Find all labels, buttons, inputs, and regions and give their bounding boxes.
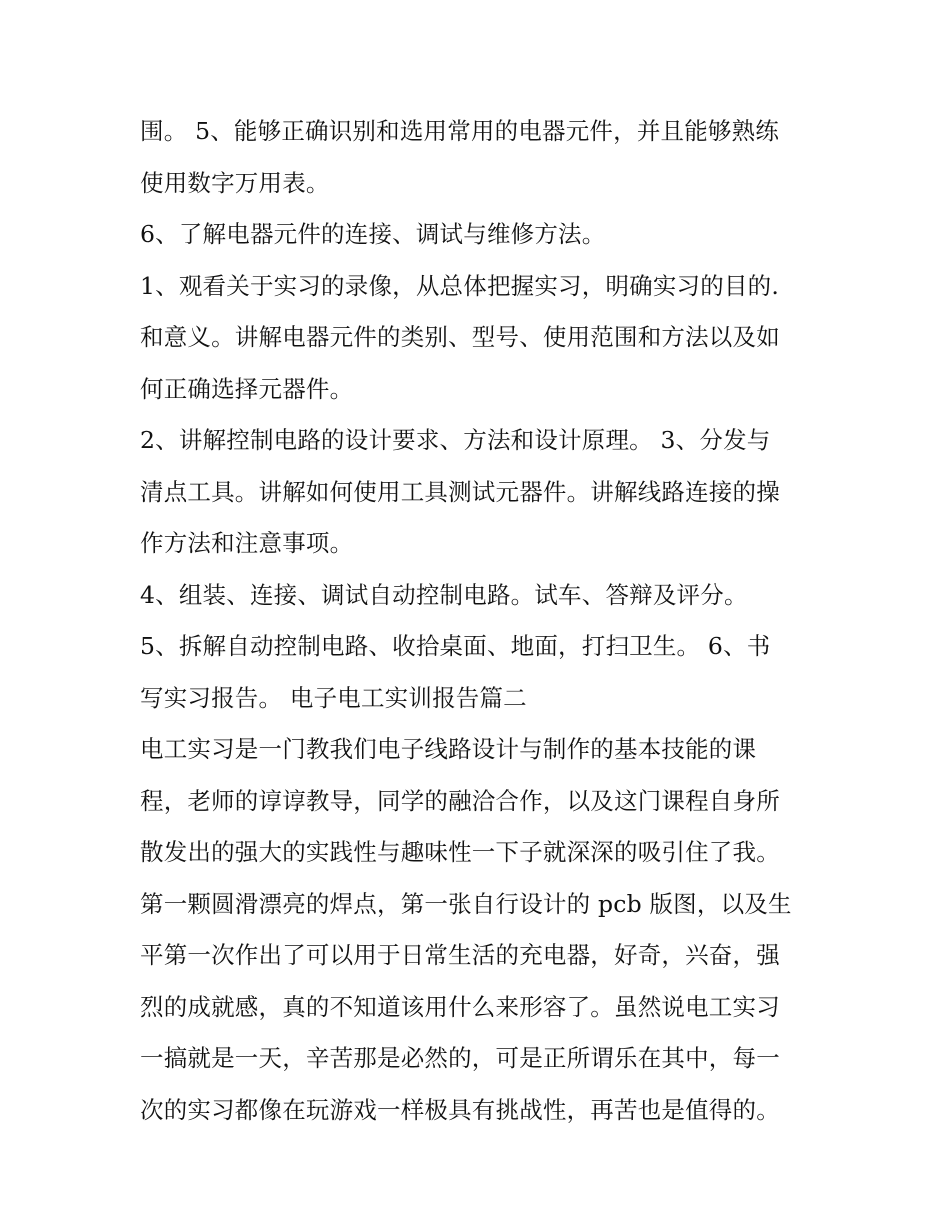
body-text <box>140 106 820 1136</box>
text-line: 次的实习都像在玩游戏一样极具有挑战性，再苦也是值得的。 <box>140 1095 780 1124</box>
text-line: 平第一次作出了可以用于日常生活的充电器，好奇，兴奋，强 <box>140 941 780 969</box>
text-line: 和意义。讲解电器元件的类别、型号、使用范围和方法以及如 <box>140 323 780 351</box>
text-line: 2、讲解控制电路的设计要求、方法和设计原理。 3、分发与 <box>140 426 771 454</box>
text-line: 第一颗圆滑漂亮的焊点，第一张自行设计的 pcb 版图，以及生 <box>140 889 792 918</box>
text-line: 1、观看关于实习的录像，从总体把握实习，明确实习的目的. <box>140 271 780 300</box>
text-line: 6、了解电器元件的连接、调试与维修方法。 <box>140 220 606 248</box>
text-line: 一搞就是一天，辛苦那是必然的，可是正所谓乐在其中，每一 <box>140 1044 780 1072</box>
text-line: 电工实习是一门教我们电子线路设计与制作的基本技能的课 <box>140 735 757 763</box>
text-line: 写实习报告。 电子电工实训报告篇二 <box>140 683 527 712</box>
text-line: 程，老师的谆谆教导，同学的融洽合作，以及这门课程自身所 <box>140 786 780 815</box>
text-line: 散发出的强大的实践性与趣味性一下子就深深的吸引住了我。 <box>140 838 780 866</box>
text-line: 5、拆解自动控制电路、收拾桌面、地面，打扫卫生。 6、书 <box>140 632 771 660</box>
text-line: 清点工具。讲解如何使用工具测试元器件。讲解线路连接的操 <box>140 477 780 506</box>
text-line: 何正确选择元器件。 <box>140 374 354 403</box>
text-line: 4、组装、连接、调试自动控制电路。试车、答辩及评分。 <box>140 580 748 609</box>
text-line: 作方法和注意事项。 <box>140 529 354 557</box>
text-line: 烈的成就感，真的不知道该用什么来形容了。虽然说电工实习 <box>140 992 780 1021</box>
text-line: 使用数字万用表。 <box>140 168 330 197</box>
text-line: 围。 5、能够正确识别和选用常用的电器元件，并且能够熟练 <box>140 117 780 145</box>
